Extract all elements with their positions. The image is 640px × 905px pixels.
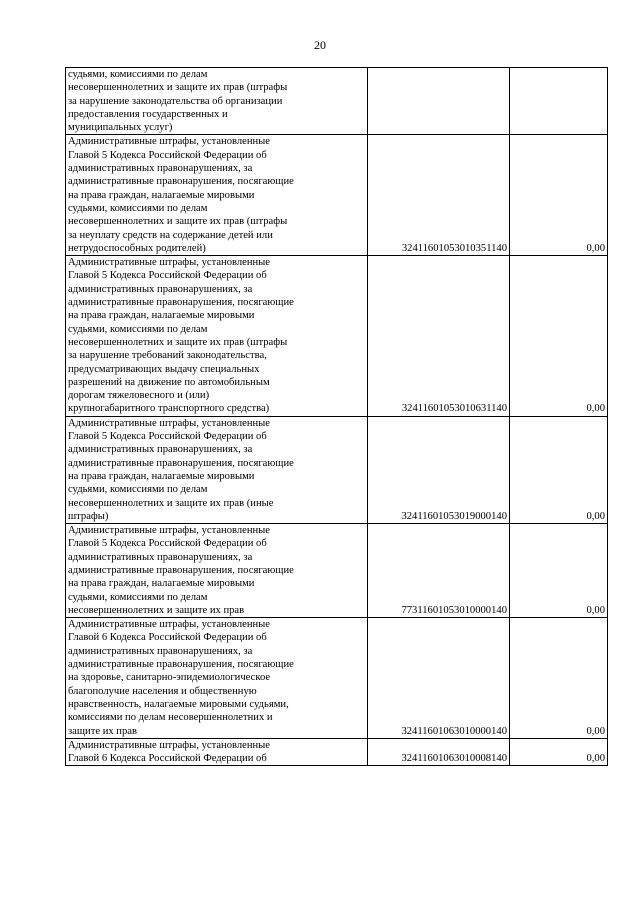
- amount-value: 0,00: [510, 618, 608, 739]
- description-line: на права граждан, налагаемые мировыми: [68, 310, 255, 322]
- description-line: судьями, комиссиями по делам: [68, 69, 208, 80]
- description-line: Главой 5 Кодекса Российской Федерации об: [68, 538, 267, 550]
- description-line: судьями, комиссиями по делам: [68, 323, 208, 335]
- budget-classification-code: 32411601053010631140: [368, 256, 510, 417]
- table-row: [66, 524, 608, 618]
- amount-value: 0,00: [510, 256, 608, 417]
- amount-value: 0,00: [510, 416, 608, 523]
- description-line: дорогам тяжеловесного и (или): [68, 390, 210, 402]
- description-line: Административные штрафы, установленные: [68, 739, 271, 751]
- budget-classification-code: 32411601063010000140: [368, 618, 510, 739]
- description-line: за нарушение требований законодательства,: [68, 350, 267, 362]
- description-line: судьями, комиссиями по делам: [68, 484, 208, 496]
- table-row: [66, 416, 608, 523]
- table-row: [66, 256, 608, 417]
- description-line: Главой 5 Кодекса Российской Федерации об: [68, 149, 267, 161]
- revenue-description: [66, 524, 368, 618]
- description-line: штрафы): [68, 510, 109, 522]
- description-line: Административные штрафы, установленные: [68, 136, 271, 148]
- description-line: административные правонарушения, посягающие: [68, 176, 294, 188]
- page-number: 20: [314, 38, 326, 52]
- description-line: комиссиями по делам несовершеннолетних и: [68, 712, 273, 724]
- description-line: крупногабаритного транспортного средства): [68, 403, 270, 415]
- description-line: административных правонарушениях, за: [68, 645, 253, 657]
- description-line: Главой 6 Кодекса Российской Федерации об: [68, 632, 267, 644]
- description-line: административные правонарушения, посягающие: [68, 564, 294, 576]
- revenue-description: [66, 135, 368, 256]
- description-line: на права граждан, налагаемые мировыми: [68, 470, 255, 482]
- revenue-description: [66, 416, 368, 523]
- description-line: благополучие населения и общественную: [68, 685, 257, 697]
- description-line: на права граждан, налагаемые мировыми: [68, 578, 255, 590]
- description-line: Главой 6 Кодекса Российской Федерации об: [68, 753, 267, 765]
- description-line: Административные штрафы, установленные: [68, 619, 271, 631]
- amount-value: 0,00: [510, 738, 608, 766]
- description-line: разрешений на движение по автомобильным: [68, 376, 270, 388]
- description-line: за неуплату средств на содержание детей или: [68, 229, 273, 241]
- table-row: [66, 738, 608, 766]
- description-line: несовершеннолетних и защите их прав (иные: [68, 497, 274, 509]
- budget-classification-code: 32411601053019000140: [368, 416, 510, 523]
- description-line: административных правонарушениях, за: [68, 551, 253, 563]
- description-line: на права граждан, налагаемые мировыми: [68, 189, 255, 201]
- description-line: Административные штрафы, установленные: [68, 417, 271, 429]
- description-line: Административные штрафы, установленные: [68, 257, 271, 269]
- description-line: административных правонарушениях, за: [68, 163, 253, 175]
- budget-classification-code: 32411601053010351140: [368, 135, 510, 256]
- amount-value: 0,00: [510, 524, 608, 618]
- description-line: предусматривающих выдачу специальных: [68, 363, 260, 375]
- table-row: [66, 618, 608, 739]
- description-line: судьями, комиссиями по делам: [68, 202, 208, 214]
- table-row: [66, 135, 608, 256]
- revenue-description: [66, 68, 368, 135]
- description-line: нетрудоспособных родителей): [68, 242, 206, 254]
- description-line: административных правонарушениях, за: [68, 444, 253, 456]
- budget-classification-code: [368, 68, 510, 135]
- revenue-description: [66, 738, 368, 766]
- description-line: несовершеннолетних и защите их прав (штрафы: [68, 336, 288, 348]
- revenue-description: [66, 256, 368, 417]
- amount-value: 0,00: [510, 135, 608, 256]
- revenue-description: [66, 618, 368, 739]
- description-line: несовершеннолетних и защите их прав (штрафы: [68, 82, 288, 94]
- description-line: предоставления государственных и: [68, 108, 228, 120]
- budget-classification-code: 77311601053010000140: [368, 524, 510, 618]
- description-line: на здоровье, санитарно-эпидемиологическое: [68, 672, 271, 684]
- description-line: Главой 5 Кодекса Российской Федерации об: [68, 431, 267, 443]
- description-line: административные правонарушения, посягающие: [68, 457, 294, 469]
- table-body: [66, 68, 608, 766]
- description-line: Административные штрафы, установленные: [68, 525, 271, 537]
- description-line: защите их прав: [68, 725, 137, 737]
- description-line: судьями, комиссиями по делам: [68, 591, 208, 603]
- description-line: административные правонарушения, посягающие: [68, 659, 294, 671]
- description-line: Главой 5 Кодекса Российской Федерации об: [68, 270, 267, 282]
- description-line: муниципальных услуг): [68, 122, 173, 134]
- description-line: административных правонарушениях, за: [68, 283, 253, 295]
- description-line: административные правонарушения, посягающие: [68, 297, 294, 309]
- description-line: несовершеннолетних и защите их прав (штрафы: [68, 216, 288, 228]
- description-line: нравственность, налагаемые мировыми судьями,: [68, 698, 289, 710]
- budget-table: [65, 67, 608, 766]
- description-line: несовершеннолетних и защите их прав: [68, 604, 245, 616]
- description-line: за нарушение законодательства об организации: [68, 95, 283, 107]
- budget-classification-code: 32411601063010008140: [368, 738, 510, 766]
- amount-value: [510, 68, 608, 135]
- table-row: [66, 68, 608, 135]
